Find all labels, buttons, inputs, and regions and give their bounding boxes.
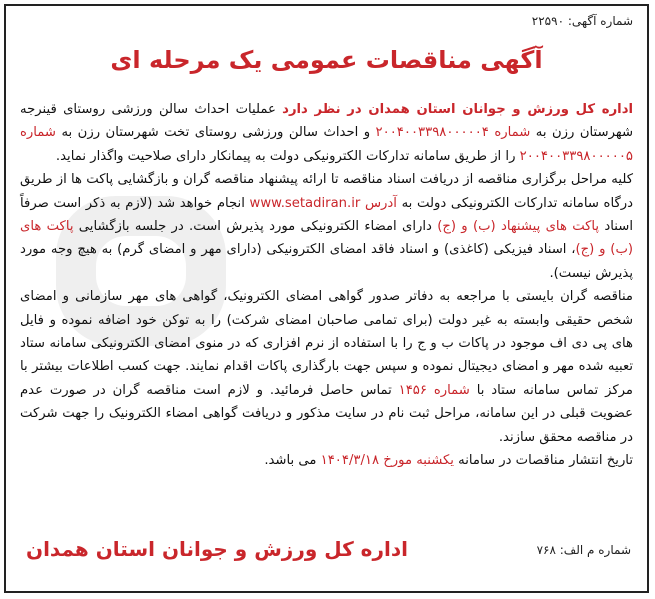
tender-number-1: شماره ۲۰۰۴۰۰۳۳۹۸۰۰۰۰۰۴ <box>375 125 531 141</box>
paragraph-1 <box>20 98 633 168</box>
text: تماس حاصل فرمائید. و لازم است مناقصه گران در صورت عدم عضویت قبلی در این سامانه، مراحل ثبت نام در سایت مذکور و دریافت گواهی امضاء الکترونیک را جهت شرکت در مناقصه محقق سازند. <box>20 382 633 445</box>
website-address-link[interactable]: آدرس www.setadiran.ir <box>249 195 397 211</box>
paragraph-4 <box>20 449 633 472</box>
paragraph-2 <box>20 168 633 285</box>
text: تاریخ انتشار مناقصات در سامانه <box>453 453 633 469</box>
tender-number-2: شماره ۲۰۰۴۰۰۳۳۹۸۰۰۰۰۰۵ <box>20 125 633 164</box>
paragraph-3 <box>20 285 633 449</box>
publication-date: یکشنبه مورخ ۱۴۰۴/۳/۱۸ <box>320 453 454 469</box>
envelopes-highlight-2: پاکت های (ب) و (ج) <box>20 219 634 258</box>
page-title: آگهی مناقصات عمومی یک مرحله ای <box>110 46 543 74</box>
envelopes-highlight: پاکت های پیشنهاد (ب) و (ج) <box>437 219 600 235</box>
text: را از طریق سامانه تدارکات الکترونیکی دولت به پیمانکار دارای صلاحیت واگذار نماید. <box>55 148 520 164</box>
text: دارای امضاء الکترونیکی مورد پذیرش است. در جلسه بازگشایی <box>73 219 438 235</box>
text: ، اسناد فیزیکی (کاغذی) و اسناد فاقد امضای الکترونیکی (دارای مهر و امضای گرم) به هیچ وجه مورد پذیرش نیست). <box>20 242 633 281</box>
notice-body <box>20 98 633 473</box>
signature: اداره کل ورزش و جوانان استان همدان <box>26 537 408 561</box>
text: می باشد. <box>264 453 321 469</box>
text: کلیه مراحل برگزاری مناقصه از دریافت اسناد مناقصه تا ارائه پیشنهاد مناقصه گران و بازگشایی پاکت ها از طریق درگاه سامانه تدارکات الکترونیکی دولت به <box>20 172 633 211</box>
reference-number: شماره م الف: ۷۶۸ <box>536 543 631 557</box>
text: مناقصه گران بایستی با مراجعه به دفاتر صدور گواهی امضای الکترونیک، گواهی های مهر سازمانی و امضای شخص حقیقی وابسته به غیر دولت (برای تمامی صاحبان امضای شرکت) را به توکن خود اضافه نموده و فایل های پی دی اف موجود در پاکات ب و ج را با استفاده از نرم افزاری که در منوی امضای الکترونیکی سامانه ستاد تعبیه شده مهر و امضای دیجیتال نموده و سپس جهت بارگذاری پاکات اقدام نمایند. جهت کسب اطلاعات بیشتر با مرکز تماس سامانه ستاد با <box>20 289 633 398</box>
notice-number: شماره آگهی: ۲۲۵۹۰ <box>531 14 633 28</box>
text: و احداث سالن ورزشی روستای تخت شهرستان رزن به <box>55 125 376 141</box>
contact-phone-number: شماره ۱۴۵۶ <box>398 382 470 398</box>
text: عملیات احداث سالن ورزشی روستای قینرجه شهرستان رزن به <box>20 102 633 141</box>
text: انجام خواهد شد (لازم به ذکر است صرفاً اسناد <box>20 195 633 235</box>
notice-frame <box>4 4 649 593</box>
organization-name: اداره کل ورزش و جوانان استان همدان در نظر دارد <box>282 102 633 117</box>
